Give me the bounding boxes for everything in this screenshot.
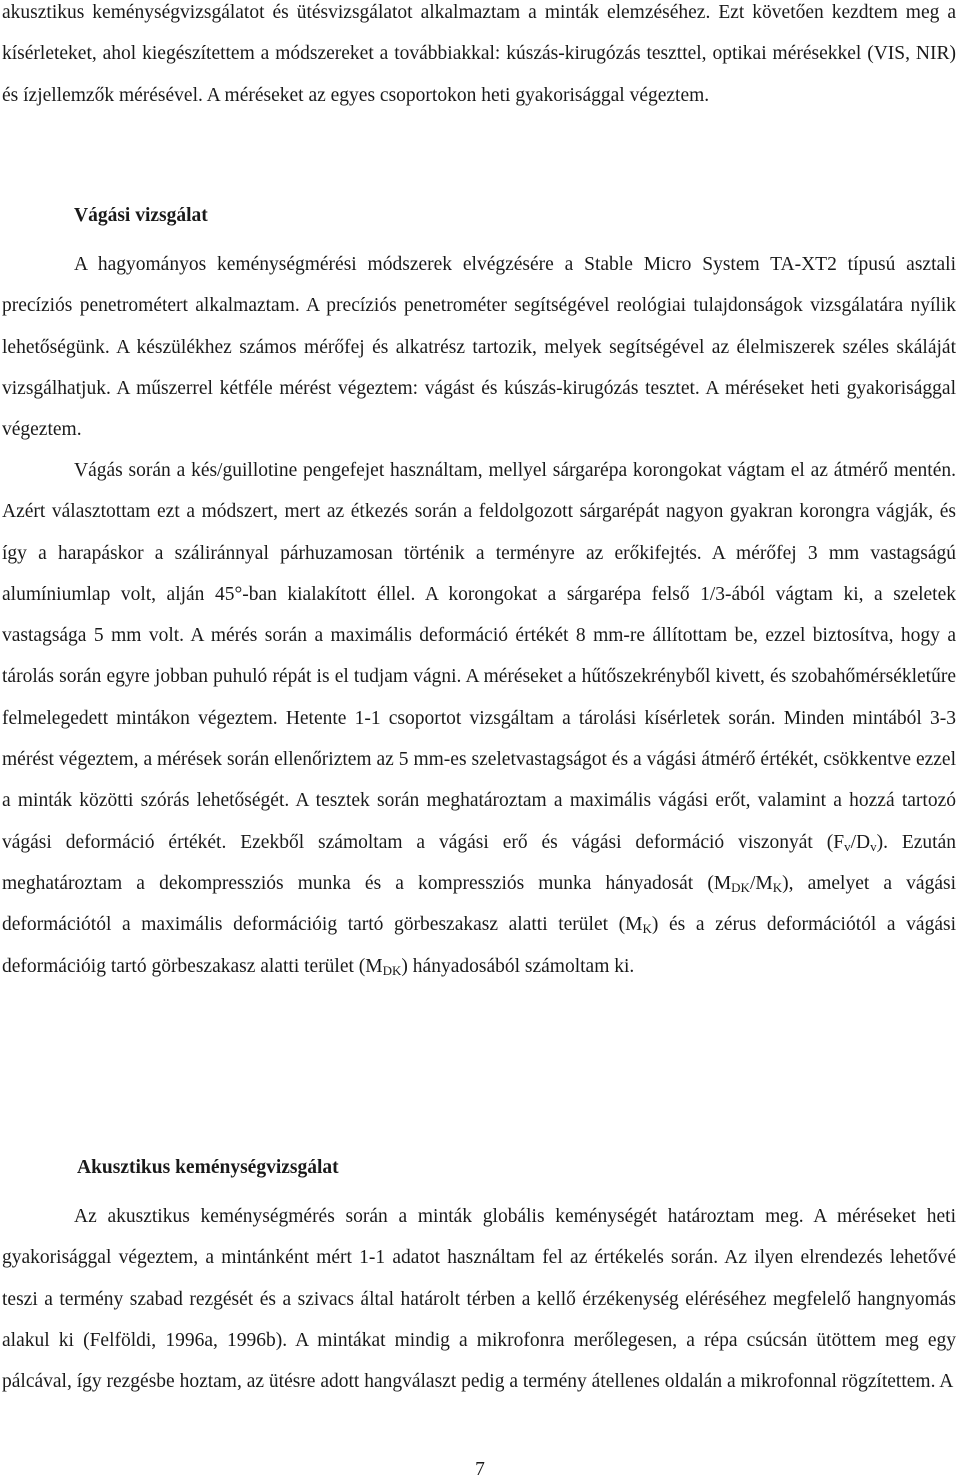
subscript: K (772, 879, 783, 895)
subscript: K (642, 921, 652, 937)
text-span: ), amelyet a vágási deformációtól a maximális deformációig tartó görbeszakasz alatti terület (M (2, 872, 956, 936)
subscript: v (870, 838, 877, 854)
text-span: Vágás során a kés/guillotine pengefejet használtam, mellyel sárgarépa korongokat vágtam el az átmérő mentén. Azért választottam ezt a módszert, mert az étkezés során a feldolgozott sárgarépát nagyon gyakran korongra vágják, és így a harapáskor a száliránnyal párhuzamosan történik a terményre az erőkifejtés. A mérőfej 3 mm vastagságú alumíniumlap volt, alján 45°-ban kialakított éllel. A korongokat a sárgarépa felső 1/3-ából vágtam ki, a szeletek vastagsága 5 mm volt. A mérés során a maximális deformáció értékét 8 mm-re állítottam be, ezzel biztosítva, hogy a tárolás során egyre jobban puhuló répát is el tudjam vágni. A méréseket a hűtőszekrényből kivett, és szobahőmérsékletűre felmelegedett mintákon végeztem. Hetente 1-1 csoportot vizsgáltam a tárolási kísérletek során. Minden mintából 3-3 mérést végeztem, a mérések során ellenőriztem az 5 mm-es szeletvastagságot és a vágási átmérő értékét, csökkentve ezzel a minták közötti szórás lehetőségét. A tesztek során meghatároztam a maximális vágási erőt, valamint a hozzá tartozó vágási deformáció értékét. Ezekből számoltam a vágási erő és vágási deformáció viszonyát (F (2, 460, 956, 853)
subscript: DK (731, 879, 750, 895)
text-span: ) és a zérus deformációtól a vágási deformációig tartó görbeszakasz alatti terület (M (2, 914, 956, 977)
text-span: ). Ezután meghatároztam a dekompressziós munka és a kompressziós munka hányadosát (M (2, 831, 956, 894)
acoustic-test-paragraph: Az akusztikus keménységmérés során a minták globális keménységét határoztam meg. A méréseket heti gyakorisággal végeztem, a mintánként mért 1-1 adatot használtam fel az értékelés során. Az ilyen elrendezés lehetővé teszi a termény szabad rezgését és a szivacs által határolt térben a kellő érzékenység eléréséhez megfelelő hangnyomás alakul ki (Felföldi, 1996a, 1996b). A mintákat mindig a mikrofonra merőlegesen, a répa csúcsán ütöttem meg egy pálcával, így rezgésbe hoztam, az ütésre adott hangválaszt pedig a termény átellenes oldalán a mikrofonnal rögzítettem. A (2, 1206, 956, 1393)
text-span: /M (749, 872, 773, 894)
subscript: v (844, 838, 851, 854)
cutting-test-paragraph-1: A hagyományos keménységmérési módszerek elvégzésére a Stable Micro System TA-XT2 típusú asztali precíziós penetrométert alkalmaztam. A precíziós penetrométer segítségével reológiai tulajdonságok vizsgálatára nyílik lehetőségünk. A készülékhez számos mérőfej és alkatrész tartozik, melyek segítségével az élelmiszerek széles skáláját vizsgálhatjuk. A műszerrel kétféle mérést végeztem: vágást és kúszás-kirugózás tesztet. A méréseket heti gyakorisággal végeztem. (2, 254, 956, 441)
section-heading-acoustic-test: Akusztikus keménységvizsgálat (77, 1157, 339, 1178)
text-span: /D (850, 831, 871, 853)
cutting-test-paragraph-2 (2, 450, 956, 987)
page-number: 7 (475, 1459, 485, 1480)
text-span: ) hányadosából számoltam ki. (401, 955, 635, 977)
subscript: DK (382, 962, 402, 978)
section-heading-cutting-test: Vágási vizsgálat (74, 205, 208, 226)
intro-paragraph: akusztikus keménységvizsgálatot és ütésvizsgálatot alkalmaztam a minták elemzéséhez. Ezt követően kezdtem meg a kísérleteket, ahol kiegészítettem a módszereket a továbbiakkal: kúszás-kirugózás teszttel, optikai mérésekkel (VIS, NIR) és ízjellemzők mérésével. A méréseket az egyes csoportokon heti gyakorisággal végeztem. (2, 2, 956, 106)
